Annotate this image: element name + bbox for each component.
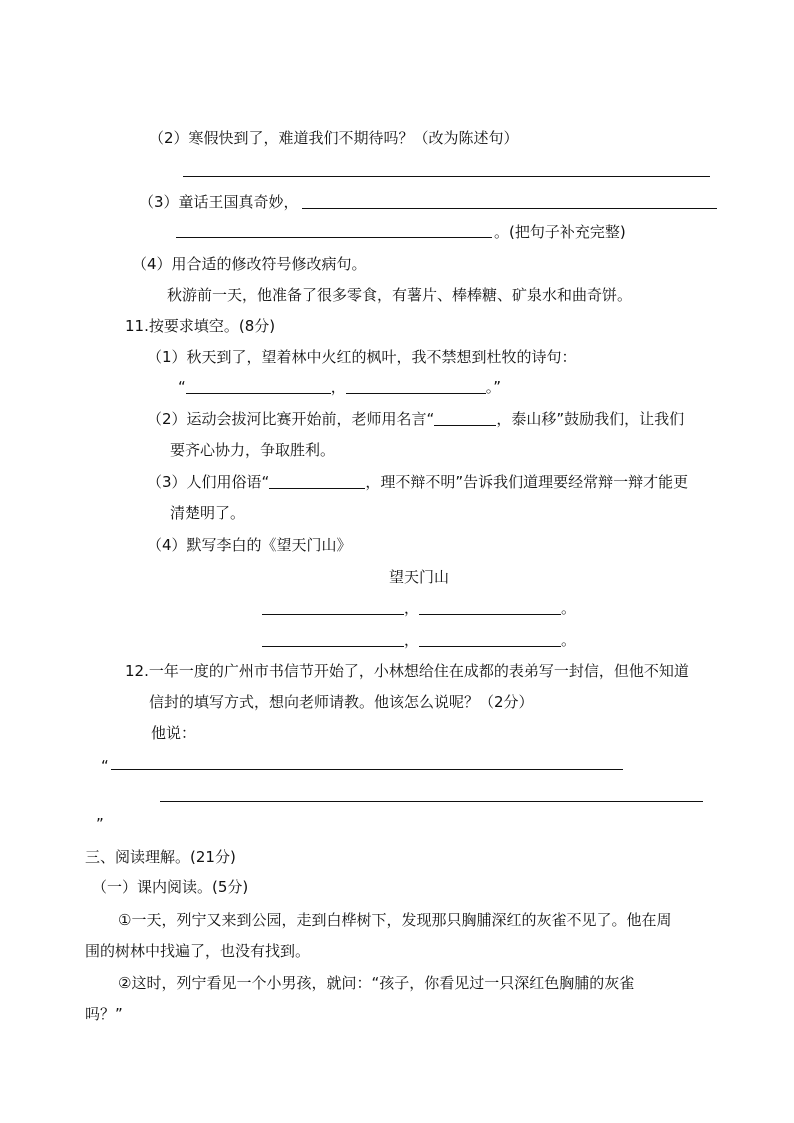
q11-item4: （4）默写李白的《望天门山》: [147, 536, 352, 554]
q11-item1: （1）秋天到了，望着林中火红的枫叶，我不禁想到杜牧的诗句：: [147, 348, 577, 366]
proverb-blank[interactable]: [269, 474, 365, 489]
passage-p1-line1: ①一天，列宁又来到公园，走到白桦树下，发现那只胸脯深红的灰雀不见了。他在周: [118, 911, 672, 929]
poem-blank-1[interactable]: [186, 379, 331, 394]
q12-answer-line-1[interactable]: [111, 769, 623, 770]
poem-title: 望天门山: [389, 568, 450, 586]
q10-item3-answer-line-2[interactable]: [176, 237, 492, 238]
passage-p1-line2: 围的树林中找遍了，也没有找到。: [85, 942, 311, 960]
period: 。: [561, 599, 577, 617]
period: 。: [561, 631, 577, 649]
poem-blank-2[interactable]: [346, 379, 486, 394]
q11-item1-blanks: [178, 377, 501, 397]
poem-line-2-blank-b[interactable]: [419, 632, 561, 647]
poem-line-1-blank-a[interactable]: [262, 600, 404, 615]
comma: ，: [404, 599, 420, 617]
q10-item3-prefix: （3）童话王国真奇妙，: [139, 193, 299, 211]
q12-answer-line-2[interactable]: [160, 801, 703, 802]
motto-blank[interactable]: [434, 411, 496, 426]
q11-item2-suffix: ，泰山移”鼓励我们，让我们: [496, 410, 685, 428]
q10-item3-suffix: 。(把句子补充完整): [494, 223, 626, 241]
q10-item4: （4）用合适的修改符号修改病句。: [132, 255, 367, 273]
section3-sub1: （一）课内阅读。(5分): [92, 878, 249, 896]
open-quote: “: [178, 378, 186, 396]
q10-item2: （2）寒假快到了，难道我们不期待吗？（改为陈述句）: [149, 129, 519, 147]
poem-line-1-blank-b[interactable]: [419, 600, 561, 615]
q12-title: 12.一年一度的广州市书信节开始了，小林想给住在成都的表弟写一封信，但他不知道: [125, 662, 689, 680]
q11-item3-line2: 清楚明了。: [170, 504, 246, 522]
q12-open-quote: “: [101, 757, 109, 775]
q11-item3-prefix: （3）人们用俗语“: [147, 473, 270, 491]
close-quote: 。”: [485, 378, 502, 396]
q11-item2: [147, 409, 684, 429]
q11-item3-suffix: ，理不辩不明”告诉我们道理要经常辩一辩才能更: [365, 473, 689, 491]
q11-title: 11.按要求填空。(8分): [125, 317, 276, 335]
comma: ，: [330, 378, 346, 396]
q12-he-says: 他说：: [151, 724, 197, 742]
q10-item3-answer-line-1[interactable]: [302, 208, 717, 209]
q11-item3: [147, 472, 688, 492]
poem-line-2: [262, 630, 576, 650]
q10-item2-answer-line[interactable]: [183, 176, 710, 177]
section3-title: 三、阅读理解。(21分): [85, 848, 236, 866]
poem-line-1: [262, 598, 576, 618]
comma: ，: [404, 631, 420, 649]
q12-close-quote: ”: [96, 815, 104, 833]
q11-item2-line2: 要齐心协力，争取胜利。: [170, 441, 336, 459]
passage-p2-line1: ②这时，列宁看见一个小男孩，就问：“孩子，你看见过一只深红色胸脯的灰雀: [118, 974, 635, 992]
q11-item2-prefix: （2）运动会拔河比赛开始前，老师用名言“: [147, 410, 435, 428]
passage-p2-line2: 吗？”: [85, 1005, 123, 1023]
q12-line2: 信封的填写方式，想向老师请教。他该怎么说呢？（2分）: [149, 693, 534, 711]
poem-line-2-blank-a[interactable]: [262, 632, 404, 647]
q10-item4-sentence: 秋游前一天，他准备了很多零食，有薯片、棒棒糖、矿泉水和曲奇饼。: [167, 286, 633, 304]
